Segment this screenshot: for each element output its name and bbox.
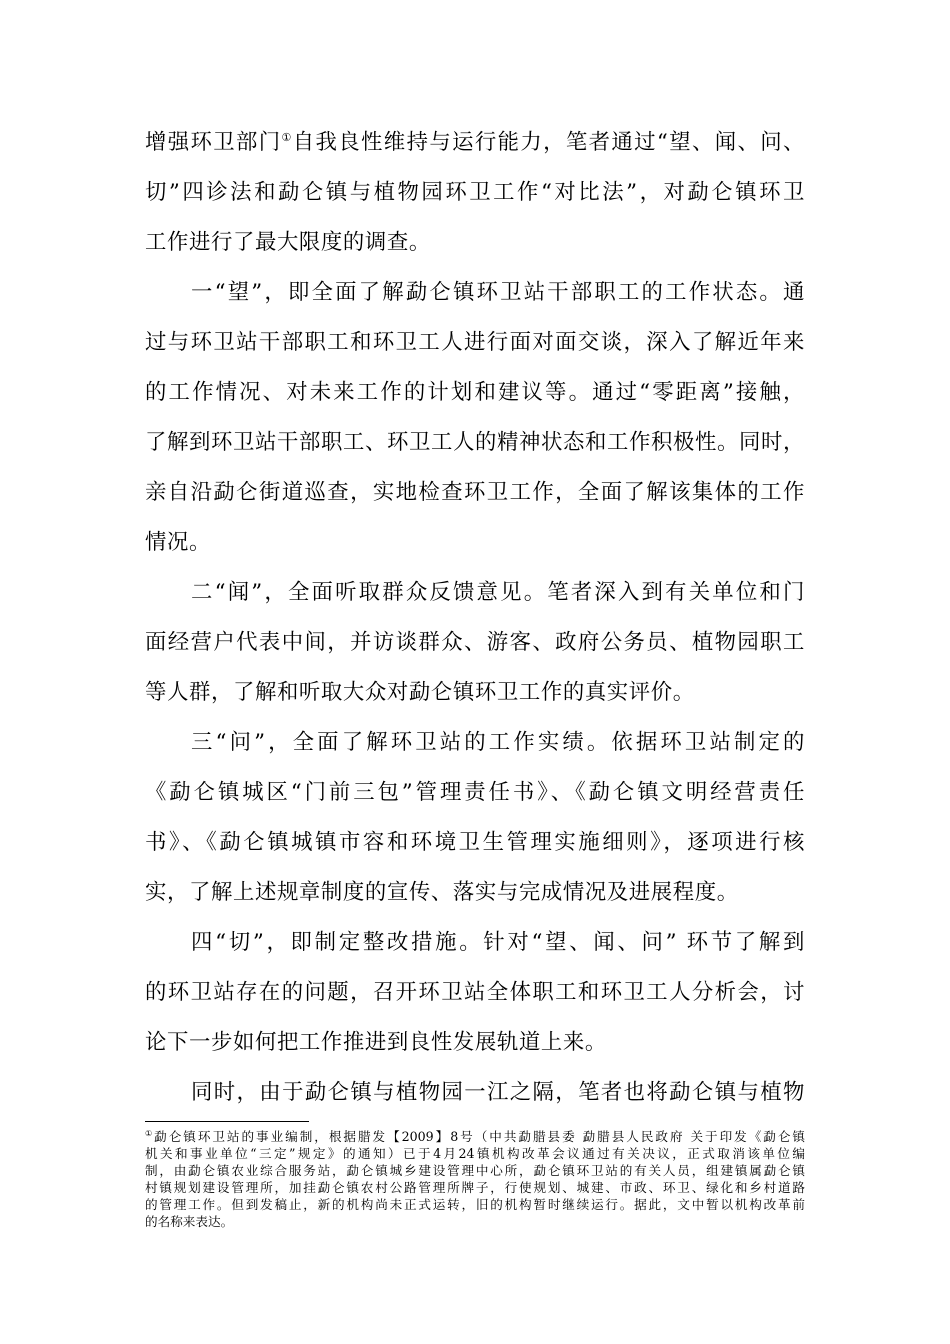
- footnote: [145, 1128, 805, 1230]
- body-text: [145, 118, 805, 1118]
- body-line: 了解到环卫站干部职工、环卫工人的精神状态和工作积极性。同时，: [145, 430, 805, 455]
- footnote-mark: ①: [145, 1128, 155, 1138]
- body-line: 等人群，了解和听取大众对勐仑镇环卫工作的真实评价。: [145, 680, 695, 705]
- body-line: 情况。: [145, 530, 211, 555]
- body-line: 过与环卫站干部职工和环卫工人进行面对面交谈，深入了解近年来: [145, 330, 805, 355]
- body-line: 书》、《勐仑镇城镇市容和环境卫生管理实施细则》，逐项进行核: [145, 830, 805, 855]
- footnote-line: 的管理工作。但到发稿止，新的机构尚未正式运转，旧的机构暂时继续运行。据此，文中暂以机构改革前: [145, 1197, 805, 1212]
- footnote-line: 村镇规划建设管理所，加挂勐仑镇农村公路管理所牌子，行使规划、城建、市政、环卫、绿化和乡村道路: [145, 1180, 805, 1195]
- body-line: 二“闻”，全面听取群众反馈意见。笔者深入到有关单位和门: [191, 580, 805, 605]
- body-line: 四“切”，即制定整改措施。针对“望、闻、问” 环节了解到: [191, 930, 805, 955]
- body-line-text: 增强环卫部门: [145, 130, 282, 155]
- footnote-line: [145, 1128, 805, 1145]
- body-line: 的工作情况、对未来工作的计划和建议等。通过“零距离”接触，: [145, 380, 805, 405]
- footnote-line: 机关和事业单位“三定”规定》的通知）已于4月24镇机构改革会议通过有关决议，正式取消该单位编: [145, 1146, 805, 1161]
- body-line: 切”四诊法和勐仑镇与植物园环卫工作“对比法”，对勐仑镇环卫: [145, 180, 805, 205]
- body-line: 亲自沿勐仑街道巡查，实地检查环卫工作，全面了解该集体的工作: [145, 480, 805, 505]
- body-line: 同时，由于勐仑镇与植物园一江之隔，笔者也将勐仑镇与植物: [191, 1080, 805, 1105]
- footnote-line-text: 勐仑镇环卫站的事业编制，根据腊发【2009】8号（中共勐腊县委 勐腊县人民政府 关于印发《勐仑镇: [154, 1129, 805, 1144]
- footnote-reference: ①: [281, 130, 293, 144]
- footnote-line: 的名称来表达。: [145, 1214, 234, 1229]
- body-line: 的环卫站存在的问题，召开环卫站全体职工和环卫工人分析会，讨: [145, 980, 805, 1005]
- body-line: 三“问”，全面了解环卫站的工作实绩。依据环卫站制定的: [191, 730, 805, 755]
- body-line: 面经营户代表中间，并访谈群众、游客、政府公务员、植物园职工: [145, 630, 805, 655]
- body-line: 论下一步如何把工作推进到良性发展轨道上来。: [145, 1030, 607, 1055]
- body-line: 实，了解上述规章制度的宣传、落实与完成情况及进展程度。: [145, 880, 739, 905]
- body-line: 工作进行了最大限度的调查。: [145, 230, 431, 255]
- body-line-text: 自我良性维持与运行能力，笔者通过“望、闻、问、: [292, 130, 805, 155]
- body-line: 《勐仑镇城区“门前三包”管理责任书》、《勐仑镇文明经营责任: [145, 780, 805, 805]
- body-line: 一“望”，即全面了解勐仑镇环卫站干部职工的工作状态。通: [191, 280, 805, 305]
- footnote-separator: [145, 1121, 309, 1122]
- footnote-line: 制，由勐仑镇农业综合服务站，勐仑镇城乡建设管理中心所，勐仑镇环卫站的有关人员，组建镇属勐仑镇: [145, 1163, 805, 1178]
- body-line: [145, 118, 805, 168]
